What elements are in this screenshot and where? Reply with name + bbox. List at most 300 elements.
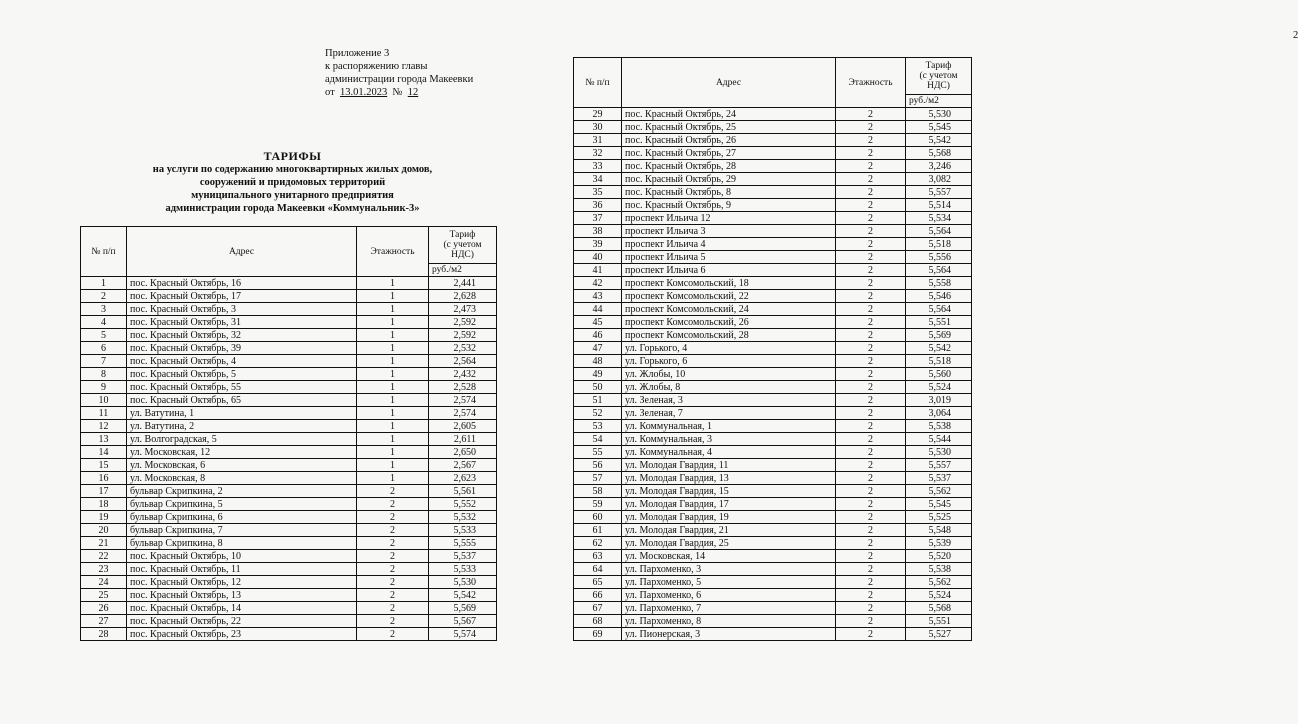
row-tariff: 2,432 — [429, 368, 497, 381]
row-number: 55 — [574, 446, 622, 459]
table-row — [574, 537, 972, 550]
table-row — [574, 498, 972, 511]
row-number: 52 — [574, 407, 622, 420]
table-row — [81, 394, 497, 407]
row-tariff: 5,561 — [429, 485, 497, 498]
row-tariff: 5,525 — [906, 511, 972, 524]
row-tariff: 3,019 — [906, 394, 972, 407]
row-tariff: 5,545 — [906, 121, 972, 134]
col-header-floors: Этажность — [357, 227, 429, 277]
table-row — [574, 446, 972, 459]
row-floors: 1 — [357, 394, 429, 407]
row-address: пос. Красный Октябрь, 13 — [127, 589, 357, 602]
row-tariff: 2,528 — [429, 381, 497, 394]
tariff-table-right — [573, 57, 972, 641]
row-floors: 2 — [836, 134, 906, 147]
row-address: ул. Ватутина, 1 — [127, 407, 357, 420]
row-number: 35 — [574, 186, 622, 199]
row-number: 30 — [574, 121, 622, 134]
row-address: бульвар Скрипкина, 7 — [127, 524, 357, 537]
row-number: 67 — [574, 602, 622, 615]
table-row — [574, 615, 972, 628]
row-number: 48 — [574, 355, 622, 368]
table-row — [81, 420, 497, 433]
row-address: пос. Красный Октябрь, 27 — [622, 147, 836, 160]
row-floors: 2 — [836, 459, 906, 472]
row-number: 20 — [81, 524, 127, 537]
table-row — [574, 303, 972, 316]
row-number: 62 — [574, 537, 622, 550]
row-tariff: 2,574 — [429, 394, 497, 407]
row-floors: 2 — [836, 576, 906, 589]
table-row — [574, 524, 972, 537]
row-address: пос. Красный Октябрь, 31 — [127, 316, 357, 329]
row-address: ул. Зеленая, 7 — [622, 407, 836, 420]
table-row — [574, 160, 972, 173]
row-floors: 2 — [836, 329, 906, 342]
row-tariff: 5,564 — [906, 225, 972, 238]
table-row — [574, 394, 972, 407]
table-row — [81, 511, 497, 524]
row-floors: 1 — [357, 316, 429, 329]
row-number: 64 — [574, 563, 622, 576]
row-tariff: 5,574 — [429, 628, 497, 641]
tariff-header-line: НДС) — [927, 81, 950, 91]
row-number: 15 — [81, 459, 127, 472]
row-address: ул. Молодая Гвардия, 11 — [622, 459, 836, 472]
row-floors: 2 — [836, 121, 906, 134]
row-tariff: 2,623 — [429, 472, 497, 485]
order-date: 13.01.2023 — [339, 87, 388, 98]
row-tariff: 5,542 — [429, 589, 497, 602]
table-row — [574, 277, 972, 290]
row-number: 49 — [574, 368, 622, 381]
tariff-header-line: (с учетом — [919, 71, 958, 81]
row-number: 36 — [574, 199, 622, 212]
row-address: проспект Комсомольский, 24 — [622, 303, 836, 316]
row-floors: 2 — [836, 420, 906, 433]
row-number: 24 — [81, 576, 127, 589]
row-number: 54 — [574, 433, 622, 446]
row-address: ул. Молодая Гвардия, 15 — [622, 485, 836, 498]
row-floors: 2 — [836, 511, 906, 524]
row-number: 50 — [574, 381, 622, 394]
row-address: проспект Комсомольский, 26 — [622, 316, 836, 329]
row-floors: 1 — [357, 290, 429, 303]
row-floors: 2 — [357, 563, 429, 576]
row-floors: 2 — [357, 537, 429, 550]
row-address: ул. Жлобы, 8 — [622, 381, 836, 394]
row-tariff: 5,530 — [429, 576, 497, 589]
row-address: пос. Красный Октябрь, 39 — [127, 342, 357, 355]
row-address: пос. Красный Октябрь, 55 — [127, 381, 357, 394]
row-number: 66 — [574, 589, 622, 602]
col-header-num: № п/п — [574, 58, 622, 108]
row-number: 41 — [574, 264, 622, 277]
row-address: ул. Ватутина, 2 — [127, 420, 357, 433]
row-number: 61 — [574, 524, 622, 537]
row-floors: 2 — [836, 550, 906, 563]
row-number: 14 — [81, 446, 127, 459]
table-row — [574, 381, 972, 394]
row-tariff: 5,524 — [906, 589, 972, 602]
table-row — [81, 407, 497, 420]
table-row — [574, 108, 972, 121]
row-number: 29 — [574, 108, 622, 121]
row-floors: 1 — [357, 459, 429, 472]
row-number: 69 — [574, 628, 622, 641]
table-row — [81, 589, 497, 602]
row-tariff: 5,518 — [906, 355, 972, 368]
row-address: пос. Красный Октябрь, 3 — [127, 303, 357, 316]
row-tariff: 5,569 — [906, 329, 972, 342]
row-address: ул. Пархоменко, 7 — [622, 602, 836, 615]
row-floors: 1 — [357, 277, 429, 290]
row-address: пос. Красный Октябрь, 32 — [127, 329, 357, 342]
row-number: 12 — [81, 420, 127, 433]
row-address: ул. Пархоменко, 5 — [622, 576, 836, 589]
page-left — [0, 0, 512, 724]
row-tariff: 5,538 — [906, 420, 972, 433]
row-tariff: 5,569 — [429, 602, 497, 615]
table-row — [574, 563, 972, 576]
row-number: 43 — [574, 290, 622, 303]
table-row — [81, 472, 497, 485]
appendix-line: к распоряжению главы — [325, 61, 428, 72]
row-number: 9 — [81, 381, 127, 394]
table-row — [574, 628, 972, 641]
table-row — [574, 316, 972, 329]
row-address: проспект Ильича 12 — [622, 212, 836, 225]
row-floors: 1 — [357, 472, 429, 485]
row-number: 21 — [81, 537, 127, 550]
table-row — [574, 225, 972, 238]
row-tariff: 5,533 — [429, 524, 497, 537]
table-row — [574, 290, 972, 303]
row-floors: 2 — [836, 355, 906, 368]
row-floors: 2 — [836, 498, 906, 511]
row-tariff: 2,650 — [429, 446, 497, 459]
row-floors: 1 — [357, 420, 429, 433]
row-number: 17 — [81, 485, 127, 498]
tariff-header-line: (с учетом — [443, 240, 482, 250]
table-row — [574, 459, 972, 472]
document-heading — [120, 150, 465, 215]
row-number: 7 — [81, 355, 127, 368]
row-address: ул. Волгоградская, 5 — [127, 433, 357, 446]
row-tariff: 2,564 — [429, 355, 497, 368]
table-row — [81, 433, 497, 446]
table-row — [574, 251, 972, 264]
table-row — [574, 329, 972, 342]
row-floors: 1 — [357, 355, 429, 368]
appendix-date-line — [325, 86, 473, 99]
table-row — [574, 342, 972, 355]
table-row — [574, 199, 972, 212]
table-row — [81, 290, 497, 303]
row-number: 23 — [81, 563, 127, 576]
table-row — [574, 576, 972, 589]
row-floors: 2 — [836, 199, 906, 212]
row-number: 68 — [574, 615, 622, 628]
row-tariff: 5,551 — [906, 316, 972, 329]
row-address: ул. Молодая Гвардия, 21 — [622, 524, 836, 537]
row-address: ул. Молодая Гвардия, 19 — [622, 511, 836, 524]
row-number: 33 — [574, 160, 622, 173]
row-floors: 2 — [836, 277, 906, 290]
table-row — [574, 134, 972, 147]
table-row — [574, 238, 972, 251]
row-tariff: 5,537 — [906, 472, 972, 485]
row-floors: 2 — [836, 485, 906, 498]
row-tariff: 5,514 — [906, 199, 972, 212]
row-tariff: 5,533 — [429, 563, 497, 576]
col-header-address: Адрес — [622, 58, 836, 108]
row-floors: 2 — [836, 147, 906, 160]
appendix-line: Приложение 3 — [325, 48, 390, 59]
row-number: 3 — [81, 303, 127, 316]
row-tariff: 2,567 — [429, 459, 497, 472]
row-number: 38 — [574, 225, 622, 238]
row-address: пос. Красный Октябрь, 16 — [127, 277, 357, 290]
row-address: пос. Красный Октябрь, 9 — [622, 199, 836, 212]
tariff-header-line: Тариф — [449, 230, 476, 240]
number-prefix: № — [392, 87, 403, 98]
row-address: бульвар Скрипкина, 5 — [127, 498, 357, 511]
row-number: 44 — [574, 303, 622, 316]
row-address: пос. Красный Октябрь, 24 — [622, 108, 836, 121]
appendix-line: администрации города Макеевки — [325, 74, 474, 85]
row-tariff: 5,538 — [906, 563, 972, 576]
row-floors: 2 — [836, 563, 906, 576]
table-row — [81, 524, 497, 537]
row-floors: 2 — [357, 511, 429, 524]
row-floors: 2 — [357, 576, 429, 589]
tariff-header-line: Тариф — [925, 61, 952, 71]
row-number: 45 — [574, 316, 622, 329]
row-address: пос. Красный Октябрь, 25 — [622, 121, 836, 134]
row-floors: 2 — [836, 368, 906, 381]
row-tariff: 5,557 — [906, 186, 972, 199]
row-floors: 2 — [836, 225, 906, 238]
row-address: пос. Красный Октябрь, 11 — [127, 563, 357, 576]
row-tariff: 5,568 — [906, 602, 972, 615]
row-number: 46 — [574, 329, 622, 342]
row-address: ул. Пархоменко, 3 — [622, 563, 836, 576]
row-number: 25 — [81, 589, 127, 602]
row-tariff: 3,082 — [906, 173, 972, 186]
col-header-floors: Этажность — [836, 58, 906, 108]
row-number: 42 — [574, 277, 622, 290]
row-number: 39 — [574, 238, 622, 251]
row-number: 47 — [574, 342, 622, 355]
row-tariff: 5,551 — [906, 615, 972, 628]
row-floors: 2 — [836, 264, 906, 277]
row-floors: 2 — [357, 524, 429, 537]
row-tariff: 3,246 — [906, 160, 972, 173]
row-number: 51 — [574, 394, 622, 407]
row-address: бульвар Скрипкина, 8 — [127, 537, 357, 550]
order-number: 12 — [407, 87, 419, 98]
row-address: ул. Московская, 6 — [127, 459, 357, 472]
table-row — [574, 264, 972, 277]
row-number: 60 — [574, 511, 622, 524]
row-tariff: 2,574 — [429, 407, 497, 420]
row-tariff: 5,524 — [906, 381, 972, 394]
table-row — [574, 407, 972, 420]
row-tariff: 2,611 — [429, 433, 497, 446]
date-prefix: от — [325, 87, 335, 98]
table-row — [81, 485, 497, 498]
row-address: пос. Красный Октябрь, 5 — [127, 368, 357, 381]
table-row — [574, 511, 972, 524]
row-floors: 2 — [836, 186, 906, 199]
row-floors: 2 — [836, 173, 906, 186]
row-number: 40 — [574, 251, 622, 264]
row-floors: 2 — [357, 485, 429, 498]
row-tariff: 5,544 — [906, 433, 972, 446]
row-tariff: 5,542 — [906, 134, 972, 147]
row-tariff: 5,537 — [429, 550, 497, 563]
row-floors: 2 — [836, 537, 906, 550]
row-tariff: 2,473 — [429, 303, 497, 316]
table-row — [81, 602, 497, 615]
table-row — [81, 628, 497, 641]
row-number: 16 — [81, 472, 127, 485]
heading-line: администрации города Макеевки «Коммунальник-3» — [165, 203, 420, 214]
row-address: пос. Красный Октябрь, 14 — [127, 602, 357, 615]
row-number: 18 — [81, 498, 127, 511]
heading-line: муниципального унитарного предприятия — [191, 190, 394, 201]
row-address: пос. Красный Октябрь, 8 — [622, 186, 836, 199]
table-row — [81, 537, 497, 550]
row-address: пос. Красный Октябрь, 26 — [622, 134, 836, 147]
row-floors: 2 — [836, 342, 906, 355]
row-floors: 2 — [836, 433, 906, 446]
row-number: 32 — [574, 147, 622, 160]
table-row — [81, 459, 497, 472]
row-tariff: 5,564 — [906, 303, 972, 316]
row-floors: 2 — [836, 602, 906, 615]
row-address: ул. Молодая Гвардия, 13 — [622, 472, 836, 485]
row-number: 8 — [81, 368, 127, 381]
row-number: 59 — [574, 498, 622, 511]
col-header-tariff — [906, 58, 972, 95]
table-row — [574, 550, 972, 563]
row-floors: 2 — [836, 316, 906, 329]
tariff-table-left — [80, 226, 497, 641]
row-address: пос. Красный Октябрь, 4 — [127, 355, 357, 368]
row-floors: 1 — [357, 342, 429, 355]
row-address: проспект Ильича 3 — [622, 225, 836, 238]
row-tariff: 5,539 — [906, 537, 972, 550]
table-row — [574, 186, 972, 199]
row-address: ул. Московская, 8 — [127, 472, 357, 485]
row-floors: 1 — [357, 368, 429, 381]
row-number: 1 — [81, 277, 127, 290]
row-floors: 2 — [836, 381, 906, 394]
table-row — [81, 368, 497, 381]
row-tariff: 5,530 — [906, 108, 972, 121]
row-number: 22 — [81, 550, 127, 563]
row-address: ул. Горького, 6 — [622, 355, 836, 368]
page-number: 2 — [1293, 30, 1298, 41]
row-address: проспект Ильича 5 — [622, 251, 836, 264]
table-row — [574, 602, 972, 615]
row-address: ул. Горького, 4 — [622, 342, 836, 355]
row-tariff: 5,552 — [429, 498, 497, 511]
row-address: ул. Пархоменко, 6 — [622, 589, 836, 602]
row-number: 28 — [81, 628, 127, 641]
row-floors: 2 — [357, 550, 429, 563]
document-title: ТАРИФЫ — [263, 149, 322, 163]
row-floors: 1 — [357, 446, 429, 459]
table-row — [574, 420, 972, 433]
col-header-unit: руб./м2 — [906, 95, 972, 108]
row-address: пос. Красный Октябрь, 28 — [622, 160, 836, 173]
row-tariff: 5,545 — [906, 498, 972, 511]
row-address: ул. Коммунальная, 4 — [622, 446, 836, 459]
table-body-right — [574, 108, 972, 641]
col-header-tariff — [429, 227, 497, 264]
row-floors: 1 — [357, 407, 429, 420]
row-address: ул. Московская, 14 — [622, 550, 836, 563]
table-row — [81, 303, 497, 316]
table-row — [574, 121, 972, 134]
row-tariff: 5,542 — [906, 342, 972, 355]
row-tariff: 5,548 — [906, 524, 972, 537]
row-tariff: 5,567 — [429, 615, 497, 628]
table-row — [574, 355, 972, 368]
row-number: 26 — [81, 602, 127, 615]
row-floors: 2 — [836, 446, 906, 459]
row-number: 10 — [81, 394, 127, 407]
table-row — [81, 329, 497, 342]
row-floors: 1 — [357, 381, 429, 394]
row-floors: 2 — [836, 394, 906, 407]
row-number: 34 — [574, 173, 622, 186]
row-floors: 2 — [836, 238, 906, 251]
table-row — [574, 173, 972, 186]
heading-line: на услуги по содержанию многоквартирных жилых домов, — [152, 164, 433, 175]
row-number: 57 — [574, 472, 622, 485]
table-row — [81, 277, 497, 290]
row-tariff: 2,441 — [429, 277, 497, 290]
row-floors: 1 — [357, 329, 429, 342]
row-address: бульвар Скрипкина, 2 — [127, 485, 357, 498]
row-address: пос. Красный Октябрь, 12 — [127, 576, 357, 589]
row-floors: 2 — [836, 524, 906, 537]
row-tariff: 5,530 — [906, 446, 972, 459]
row-address: проспект Ильича 4 — [622, 238, 836, 251]
row-tariff: 5,520 — [906, 550, 972, 563]
row-number: 27 — [81, 615, 127, 628]
row-floors: 2 — [836, 407, 906, 420]
row-tariff: 5,546 — [906, 290, 972, 303]
row-floors: 1 — [357, 303, 429, 316]
row-tariff: 2,605 — [429, 420, 497, 433]
row-address: ул. Московская, 12 — [127, 446, 357, 459]
row-tariff: 2,592 — [429, 329, 497, 342]
row-tariff: 5,527 — [906, 628, 972, 641]
appendix-block — [325, 47, 473, 99]
table-row — [81, 550, 497, 563]
row-floors: 2 — [357, 602, 429, 615]
row-address: ул. Молодая Гвардия, 25 — [622, 537, 836, 550]
row-tariff: 5,555 — [429, 537, 497, 550]
table-row — [81, 615, 497, 628]
table-row — [81, 355, 497, 368]
